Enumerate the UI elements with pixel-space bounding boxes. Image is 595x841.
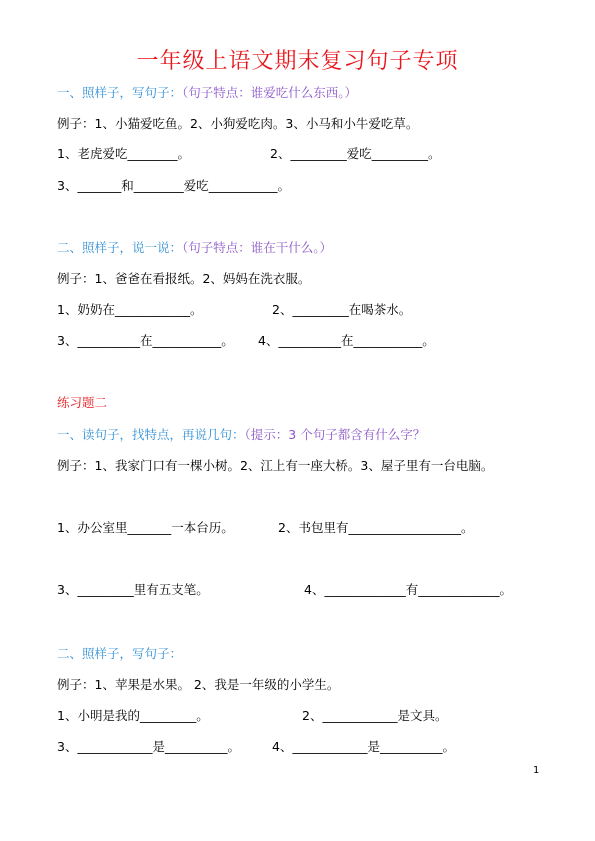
section3-q2: 2、书包里有__________________。 bbox=[278, 520, 474, 535]
section4-q2: 2、____________是文具。 bbox=[302, 708, 448, 723]
section3-heading-line bbox=[57, 429, 425, 442]
section1-q2: 2、_________爱吃_________。 bbox=[270, 146, 441, 161]
section3-q4: 4、_____________有_____________。 bbox=[304, 582, 512, 597]
section2-heading: 二、照样子，说一说： bbox=[57, 240, 183, 255]
section3-example: 例子：1、我家门口有一棵小树。2、江上有一座大桥。3、屋子里有一台电脑。 bbox=[57, 458, 494, 473]
section2-hint: （句子特点：谁在干什么。） bbox=[182, 240, 333, 255]
practice2-label: 练习题二 bbox=[57, 395, 108, 410]
section3-q1: 1、办公室里_______一本台历。 bbox=[57, 520, 234, 535]
section2-q1: 1、奶奶在____________。 bbox=[57, 302, 203, 317]
page-number: 1 bbox=[533, 765, 540, 776]
section1-q1: 1、老虎爱吃________。 bbox=[57, 146, 190, 161]
page-title: 一年级上语文期末复习句子专项 bbox=[136, 49, 459, 74]
section1-q3: 3、_______和________爱吃___________。 bbox=[57, 178, 290, 193]
section2-q2: 2、_________在喝茶水。 bbox=[272, 302, 412, 317]
section4-q3: 3、____________是__________。 bbox=[57, 739, 240, 754]
section3-heading: 一、读句子，找特点，再说几句： bbox=[57, 427, 245, 442]
section3-q3: 3、_________里有五支笔。 bbox=[57, 582, 209, 597]
section4-heading: 二、照样子，写句子： bbox=[57, 646, 183, 661]
section4-example: 例子：1、苹果是水果。 2、我是一年级的小学生。 bbox=[57, 677, 340, 692]
section1-heading: 一、照样子，写句子： bbox=[57, 85, 183, 100]
section1-example: 例子：1、小猫爱吃鱼。2、小狗爱吃肉。3、小马和小牛爱吃草。 bbox=[57, 116, 419, 131]
section3-hint: （提示：3 个句子都含有什么字？ bbox=[244, 427, 426, 442]
section2-example: 例子：1、爸爸在看报纸。2、妈妈在洗衣服。 bbox=[57, 271, 311, 286]
section4-q4: 4、____________是__________。 bbox=[272, 739, 455, 754]
section4-q1: 1、小明是我的_________。 bbox=[57, 708, 209, 723]
section1-hint: （句子特点：谁爱吃什么东西。） bbox=[182, 85, 358, 100]
section2-q4: 4、__________在___________。 bbox=[258, 333, 435, 348]
section1-heading-line bbox=[57, 87, 357, 100]
section2-heading-line bbox=[57, 242, 332, 255]
section2-q3: 3、__________在___________。 bbox=[57, 333, 234, 348]
